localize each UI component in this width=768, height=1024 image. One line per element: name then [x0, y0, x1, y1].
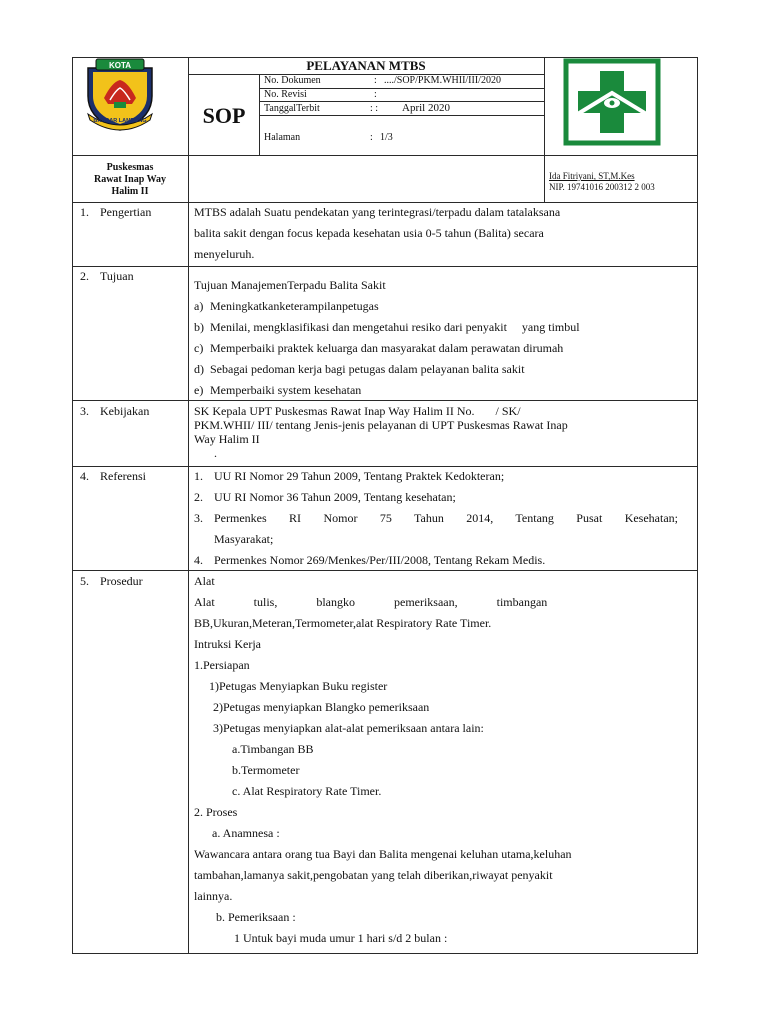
signer-block [549, 171, 697, 193]
meta-value: April 2020 [402, 102, 450, 114]
section-label-referensi: 4. Referensi [80, 469, 146, 483]
list-item: 1. UU RI Nomor 29 Tahun 2009, Tentang Praktek Kedokteran; [194, 469, 505, 483]
list-item: e) Memperbaiki system kesehatan [194, 383, 362, 397]
pengertian-text: MTBS adalah Suatu pendekatan yang terintegrasi/terpadu dalam tatalaksana balita sakit dengan focus kepada kesehatan usia 0-5 tahun (Balita) secara menyeluruh. [194, 205, 561, 261]
tujuan-intro: Tujuan ManajemenTerpadu Balita Sakit [194, 278, 386, 292]
meta-row: TanggalTerbit : : April 2020 [264, 102, 450, 114]
signer-name: Ida Fitriyani, ST,M.Kes [549, 171, 635, 181]
emblem-text-top: KOTA [108, 61, 132, 70]
list-item: Masyarakat; [214, 532, 274, 546]
emblem-text-bottom: BANDAR LAMPUNG [93, 118, 147, 124]
meta-row: No. Dokumen : ..../SOP/PKM.WHII/III/2020 [264, 75, 501, 86]
referensi-list [194, 469, 678, 574]
meta-label: No. Dokumen [264, 75, 321, 86]
kebijakan-text: SK Kepala UPT Puskesmas Rawat Inap Way Halim II No. / SK/ PKM.WHII/ III/ tentang Jenis-jenis pelayanan di UPT Puskesmas Rawat Inap Way Halim II . [194, 404, 568, 460]
list-item: b) Menilai, mengklasifikasi dan mengetahui resiko dari penyakit yang timbul [194, 320, 580, 334]
document-title: PELAYANAN MTBS [306, 58, 426, 73]
meta-row: No. Revisi : [264, 89, 377, 100]
meta-row: Halaman : 1/3 [264, 132, 393, 143]
meta-label: No. Revisi [264, 89, 307, 100]
sop-label: SOP [202, 103, 246, 128]
list-item: c) Memperbaiki praktek keluarga dan masyarakat dalam perawatan dirumah [194, 341, 564, 355]
meta-value: ..../SOP/PKM.WHII/III/2020 [384, 75, 501, 86]
list-item: 4. Permenkes Nomor 269/Menkes/Per/III/2008, Tentang Rekam Medis. [194, 553, 546, 567]
puskesmas-logo [560, 57, 664, 149]
city-emblem-logo [80, 56, 160, 132]
section-label-prosedur: 5. Prosedur [80, 574, 143, 588]
section-label-tujuan: 2. Tujuan [80, 269, 134, 283]
tujuan-list [194, 299, 694, 404]
list-item: d) Sebagai pedoman kerja bagi petugas dalam pelayanan balita sakit [194, 362, 525, 376]
institution-name: Puskesmas Rawat Inap Way Halim II [93, 162, 167, 197]
prosedur-text: Alat Alat tulis, blangko pemeriksaan, timbangan BB,Ukuran,Meteran,Termometer,alat Respiratory Rate Timer. Intruksi Kerja 1.Persiapan 1)Petugas Menyiapkan Buku register 2)Petugas menyiapkan Blangko pemeriksaan 3)Petugas menyiapkan alat-alat pemeriksaan antara lain: a.Timbangan BB b.Termometer c. Alat Respiratory Rate Timer. 2. Proses a. Anamnesa : Wawancara antara orang tua Bayi dan Balita mengenai keluhan utama,keluhan tambahan,lamanya sakit,pengobatan yang telah diberikan,riwayat penyakit lainnya. b. Pemeriksaan : 1 Untuk bayi muda umur 1 hari s/d 2 bulan : [194, 574, 572, 945]
section-label-kebijakan: 3. Kebijakan [80, 404, 150, 418]
signer-nip: NIP. 19741016 200312 2 003 [549, 182, 655, 192]
meta-label: TanggalTerbit [264, 103, 320, 114]
meta-label: Halaman [264, 132, 301, 143]
section-label-pengertian: 1. Pengertian [80, 205, 152, 219]
list-item: 2. UU RI Nomor 36 Tahun 2009, Tentang kesehatan; [194, 490, 456, 504]
meta-value: 1/3 [380, 132, 393, 143]
list-item: 3. Permenkes RI Nomor 75 Tahun 2014, Tentang Pusat Kesehatan; [194, 511, 678, 525]
list-item: a) Meningkatkanketerampilanpetugas [194, 299, 379, 313]
